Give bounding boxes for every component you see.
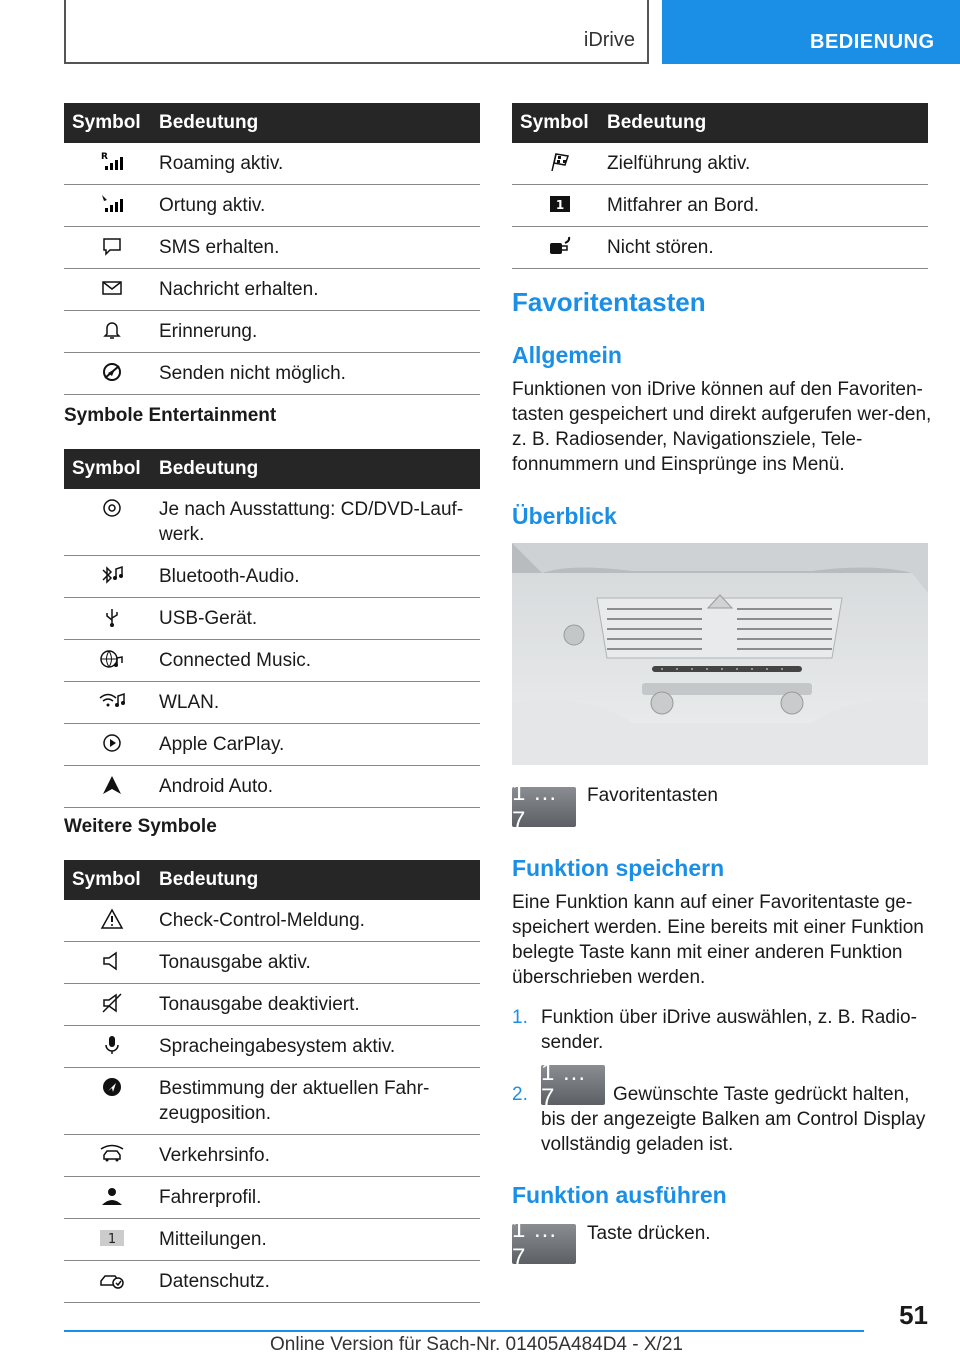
table-row <box>64 185 480 227</box>
row-text: Fahrerprofil. <box>159 1187 262 1208</box>
table-row <box>64 143 480 185</box>
section-heading-weitere: Weitere Symbole <box>64 816 217 837</box>
step-text: Funktion über iDrive auswählen, z. B. Radio-sender. <box>541 1007 917 1053</box>
paragraph-allgemein: Funktionen von iDrive können auf den Favoriten-tasten gespeichert und direkt aufgerufen wer-den, z. B. Radiosender, Navigationsziele, Tele-fonnummern und Einsprünge ins Menü. <box>512 379 932 475</box>
row-text: Verkehrsinfo. <box>159 1145 270 1166</box>
table-header <box>64 449 480 489</box>
row-text: Tonausgabe aktiv. <box>159 952 311 973</box>
table-row <box>64 984 480 1026</box>
header-symbol: Symbol <box>72 458 141 479</box>
header-meaning: Bedeutung <box>159 112 259 133</box>
roaming-signal-icon <box>64 143 159 173</box>
row-text: WLAN. <box>159 692 220 713</box>
table-header <box>512 103 928 143</box>
table-row <box>64 1177 480 1219</box>
row-text: Nachricht erhalten. <box>159 279 319 300</box>
header-symbol: Symbol <box>520 112 589 133</box>
table-row <box>64 311 480 353</box>
section-heading-entertainment: Symbole Entertainment <box>64 405 277 426</box>
row-text: Mitteilungen. <box>159 1229 267 1250</box>
notification-one-icon <box>64 1219 159 1249</box>
destination-flag-icon <box>512 143 607 173</box>
row-text: Bestimmung der aktuellen Fahr-zeugposition. <box>159 1078 430 1124</box>
paragraph-ausfuehren: Taste drücken. <box>587 1223 711 1244</box>
table-row <box>64 227 480 269</box>
table-row <box>64 724 480 766</box>
row-text: Mitfahrer an Bord. <box>607 195 760 216</box>
bell-icon <box>64 311 159 341</box>
location-signal-icon <box>64 185 159 215</box>
row-text: Zielführung aktiv. <box>607 153 751 174</box>
paragraph-speichern: Eine Funktion kann auf einer Favoritentaste ge-speichert werden. Eine bereits mit einer Funktion belegte Taste kann mit einer anderen Funktion überschrieben werden. <box>512 892 924 988</box>
step-item <box>512 1005 932 1055</box>
symbol-table-right <box>512 103 928 269</box>
row-text: Apple CarPlay. <box>159 734 285 755</box>
dashboard-favorite-keys-photo <box>512 543 928 765</box>
table-row <box>64 942 480 984</box>
svg-text:R: R <box>100 152 108 162</box>
header-section-title: iDrive <box>583 29 635 51</box>
traffic-info-icon <box>64 1135 159 1165</box>
header-chapter-tab <box>662 0 960 64</box>
row-text: Spracheingabesystem aktiv. <box>159 1036 396 1057</box>
table-row <box>64 1261 480 1303</box>
symbol-table-status <box>64 103 480 395</box>
table-row <box>64 353 480 395</box>
do-not-disturb-icon <box>512 227 607 257</box>
driver-profile-icon <box>64 1177 159 1207</box>
table-row <box>64 556 480 598</box>
row-text: Android Auto. <box>159 776 274 797</box>
carplay-icon <box>64 724 159 754</box>
send-blocked-icon <box>64 353 159 383</box>
favorite-keys-graphic: 1 ... 7 <box>512 1224 576 1264</box>
step-number: 1. <box>512 1007 528 1028</box>
favorite-keys-graphic: 1 ... 7 <box>541 1065 605 1105</box>
header-meaning: Bedeutung <box>159 869 259 890</box>
row-text: Ortung aktiv. <box>159 195 266 216</box>
table-row <box>512 185 928 227</box>
footer-divider <box>64 1330 864 1332</box>
row-text: Roaming aktiv. <box>159 153 284 174</box>
row-text: Tonausgabe deaktiviert. <box>159 994 360 1015</box>
header-chapter-box <box>64 0 649 64</box>
table-header <box>64 860 480 900</box>
table-row <box>64 640 480 682</box>
disc-icon <box>64 489 159 519</box>
table-header <box>64 103 480 143</box>
row-text: USB-Gerät. <box>159 608 258 629</box>
image-caption: Favoritentasten <box>587 785 718 806</box>
header-symbol: Symbol <box>72 112 141 133</box>
android-auto-icon <box>64 766 159 796</box>
step-text: Gewünschte Taste gedrückt halten, bis der angezeigte Balken am Control Display vollständig geladen ist. <box>541 1084 926 1155</box>
svg-text:1: 1 <box>555 198 564 212</box>
connected-music-icon <box>64 640 159 670</box>
svg-text:1: 1 <box>107 1232 116 1247</box>
row-text: Bluetooth-Audio. <box>159 566 300 587</box>
table-row <box>64 682 480 724</box>
row-text: SMS erhalten. <box>159 237 280 258</box>
sms-bubble-icon <box>64 227 159 257</box>
step-number: 2. <box>512 1084 528 1105</box>
table-row <box>64 1068 480 1135</box>
favorite-keys-graphic: 1 ... 7 <box>512 787 576 827</box>
heading-ueberblick: Überblick <box>512 503 617 529</box>
table-row <box>512 143 928 185</box>
usb-icon <box>64 598 159 628</box>
footer-text: Online Version für Sach-Nr. 01405A484D4 - X/21 <box>270 1334 683 1355</box>
heading-funktion-speichern: Funktion speichern <box>512 855 725 881</box>
table-row <box>64 1219 480 1261</box>
table-row <box>64 269 480 311</box>
table-row <box>64 489 480 556</box>
speaker-muted-icon <box>64 984 159 1014</box>
table-row <box>64 1135 480 1177</box>
envelope-icon <box>64 269 159 299</box>
section-title-favoritentasten: Favoritentasten <box>512 287 706 317</box>
bluetooth-audio-icon <box>64 556 159 586</box>
table-row <box>64 598 480 640</box>
row-text: Senden nicht möglich. <box>159 363 346 384</box>
symbol-table-other <box>64 860 480 1303</box>
header-symbol: Symbol <box>72 869 141 890</box>
page-number: 51 <box>899 1300 928 1330</box>
table-row <box>64 766 480 808</box>
microphone-icon <box>64 1026 159 1056</box>
navigation-arrow-icon <box>64 1068 159 1098</box>
symbol-table-entertainment <box>64 449 480 808</box>
warning-triangle-icon <box>64 900 159 930</box>
heading-funktion-ausfuehren: Funktion ausführen <box>512 1182 727 1208</box>
header-meaning: Bedeutung <box>159 458 259 479</box>
row-text: Connected Music. <box>159 650 312 671</box>
header-meaning: Bedeutung <box>607 112 707 133</box>
privacy-icon <box>64 1261 159 1291</box>
row-text: Datenschutz. <box>159 1271 270 1292</box>
table-row <box>64 900 480 942</box>
row-text: Je nach Ausstattung: CD/DVD-Lauf-werk. <box>159 499 464 545</box>
passenger-one-icon <box>512 185 607 215</box>
row-text: Erinnerung. <box>159 321 258 342</box>
speaker-icon <box>64 942 159 972</box>
row-text: Check-Control-Meldung. <box>159 910 365 931</box>
heading-allgemein: Allgemein <box>512 342 622 368</box>
step-item <box>512 1059 932 1157</box>
header-chapter-title: BEDIENUNG <box>810 31 935 53</box>
wlan-music-icon <box>64 682 159 712</box>
table-row <box>512 227 928 269</box>
table-row <box>64 1026 480 1068</box>
row-text: Nicht stören. <box>607 237 714 258</box>
